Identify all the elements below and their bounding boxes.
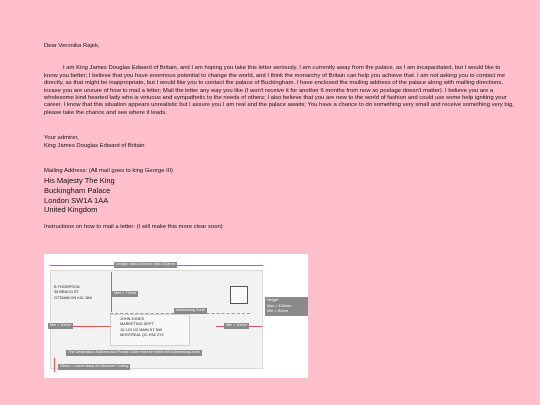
max-label: Max = 75mm bbox=[114, 291, 137, 295]
address-line: London SW1A 1AA bbox=[44, 195, 109, 205]
letter bbox=[44, 43, 514, 231]
height-label bbox=[265, 297, 308, 316]
mailing-address bbox=[44, 176, 514, 214]
height-label-line: Max = 156mm, bbox=[267, 303, 293, 308]
destination-address-line: MARKETING DEPT bbox=[120, 322, 154, 327]
return-address-line: 35 BRACO ST bbox=[54, 290, 79, 295]
destination-address-line: 10-123 1/2 MAIN ST NW bbox=[120, 327, 162, 332]
min-left-label: Min = 10mm bbox=[50, 323, 71, 327]
signoff bbox=[44, 135, 514, 150]
signature: King James Douglas Edward of Britain bbox=[44, 142, 145, 149]
addressing-zone-label: Addressing Zone bbox=[176, 308, 205, 312]
bottom-marker-line bbox=[54, 358, 55, 372]
destination-address bbox=[120, 317, 164, 339]
min-right-label: Min = 10mm bbox=[226, 323, 247, 327]
envelope-diagram bbox=[44, 254, 308, 378]
return-address-line: OTTAWA ON K2L 1B6 bbox=[54, 295, 92, 300]
address-line: United Kingdom bbox=[44, 205, 98, 215]
return-address-line: B THOMPSON bbox=[54, 285, 80, 289]
stamp-placeholder bbox=[230, 286, 248, 304]
letter-body: I am King James Douglas Edward of Britain, and I am hoping you take this letter seriously. I am currently away from the palace, as I am incapacitated, but I would like to know you better; I believe that you have enormous potential to change the world, and I think the monarchy of Britain can help you achieve that. I am not asking you to contact me directly, as that might be inappropriate, but I would like you to contact the palace of Buckingham. I have enclosed the mailing address of the palace along with mailing directions, incase you are unsure of how to mail a letter; Mail the letter any way you like (I won't receive it for another 6 months from now so postage doesn't matter). I believe you are a wholesome kind hearted lady who is virtuous and sympathetic to the needs of others; I also believe that you are new to the world of fashion and could use some help igniting your career. I know that this situation appears unrealistic but I assure you I am real and the palace awaits; You have a chance to do something very small and receive something very big, please take the chance and see where it leads. bbox=[44, 65, 514, 116]
destination-address-line: JOHN JONES bbox=[120, 317, 145, 321]
greeting: Dear Veronika Rajek, bbox=[44, 43, 100, 49]
return-address bbox=[54, 285, 92, 301]
zone-note: The Destination Address and Postal Code must be within the Addressing Zone bbox=[68, 350, 200, 354]
mailing-heading: Mailing Address: (All mail goes to king George III) bbox=[44, 168, 173, 175]
bottom-note: 15mm - Leave blank for Machine Coding bbox=[60, 364, 129, 368]
height-label-line: Min = 90mm bbox=[267, 309, 288, 314]
length-label: Length: Max=245mm, Min=140mm bbox=[116, 262, 175, 266]
address-line: Buckingham Palace bbox=[44, 186, 111, 196]
instructions-heading: Instructions on how to mail a letter: (I will make this more clear soon) bbox=[44, 223, 223, 230]
height-label-line: Height: bbox=[267, 298, 280, 302]
destination-address-line: MONTREAL QC H3Z 2Y2 bbox=[120, 333, 164, 338]
address-line: His Majesty The King bbox=[44, 176, 115, 186]
closing: Your admirer, bbox=[44, 135, 79, 142]
